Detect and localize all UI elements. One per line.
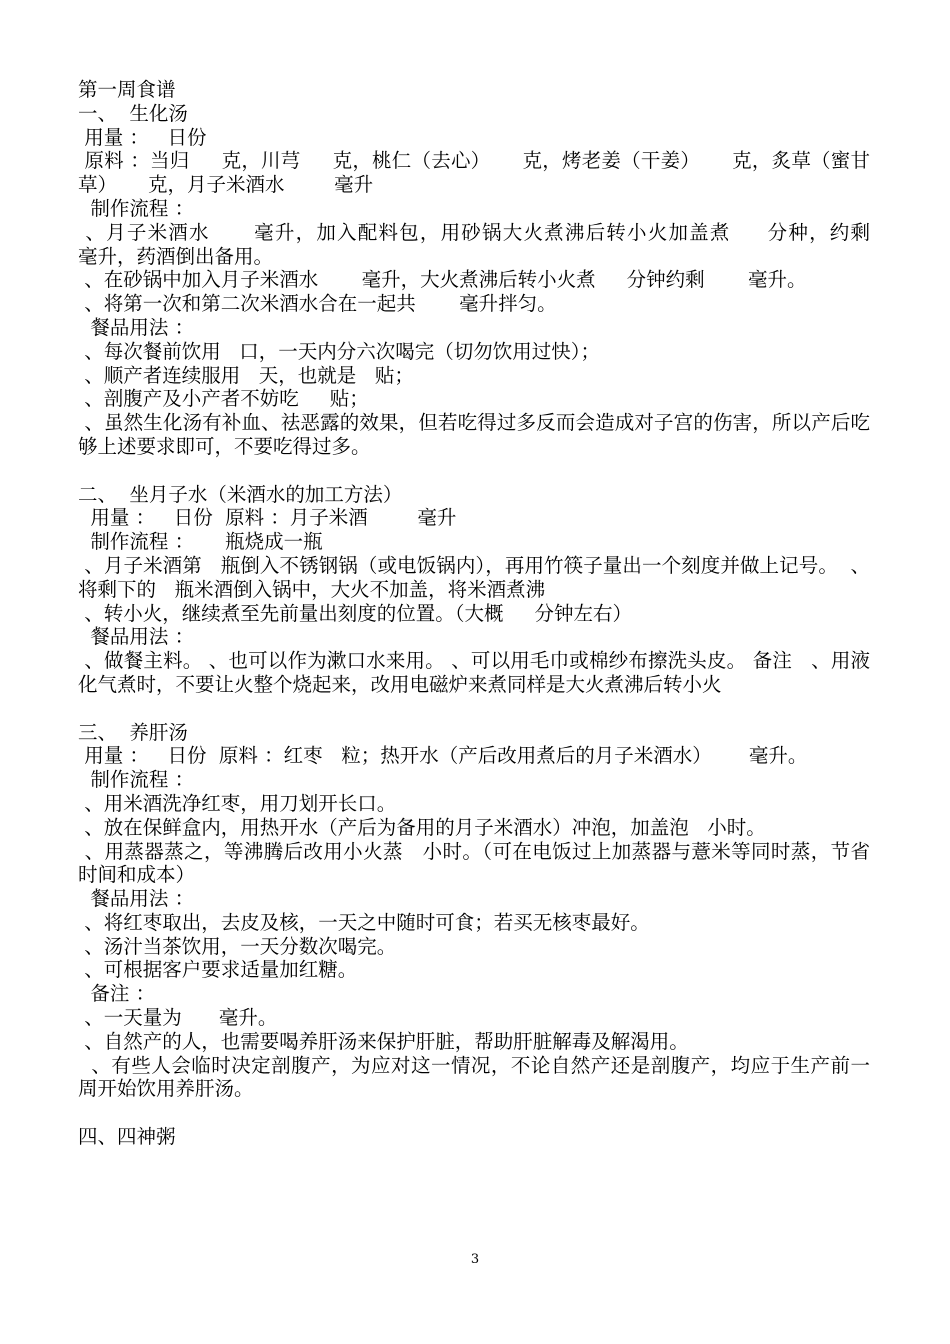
section-heading-1: 一、 生化汤 (78, 101, 188, 125)
process-label: 制作流程 ： (78, 196, 195, 220)
usage-item: 、将红枣取出，去皮及核，一天之中随时可食；若买无核枣最好。 (78, 910, 650, 934)
usage-label: 餐品用法 ： (78, 887, 195, 911)
process-step: 、月子米酒水 毫升，加入配料包，用砂锅大火煮沸后转小火加盖煮 分种，约剩 毫升，药酒倒出备用。 (78, 220, 908, 268)
usage-label: 餐品用法 ： (78, 625, 195, 649)
usage-item: 、顺产者连续服用 天，也就是 贴； (78, 363, 414, 387)
process-step: 、月子米酒第 瓶倒入不锈钢锅（或电饭锅内），再用竹筷子量出一个刻度并做上记号。 、 将剩下的 瓶米酒倒入锅中，大火不加盖，将米酒煮沸 (78, 553, 889, 601)
page-number: 3 (470, 1252, 480, 1267)
process-step: 、转小火，继续煮至先前量出刻度的位置。（大概 分钟左右） (78, 601, 632, 625)
usage-item: 、虽然生化汤有补血、祛恶露的效果，但若吃得过多反而会造成对子宫的伤害，所以产后吃够上述要求即可，不要吃得过多。 (78, 411, 870, 458)
note-item: 、一天量为 毫升。 (78, 1006, 278, 1030)
section-heading-2: 二、 坐月子水（米酒水的加工方法） (78, 482, 403, 506)
note-item: 、有些人会临时决定剖腹产，为应对这一情况，不论自然产还是剖腹产，均应于生产前一周开始饮用养肝汤。 (78, 1053, 870, 1101)
process-step: 、在砂锅中加入月子米酒水 毫升，大火煮沸后转小火煮 分钟约剩 毫升。 (78, 268, 807, 292)
dosage-line: 用量 ： 日份 (78, 125, 207, 149)
notes-label: 备注 ： (78, 982, 156, 1006)
process-step: 、放在保鲜盒内，用热开水（产后为备用的月子米酒水）冲泡，加盖泡 小时。 (78, 815, 766, 839)
section-spacer (78, 459, 870, 483)
process-step: 、将第一次和第二次米酒水合在一起共 毫升拌匀。 (78, 292, 557, 316)
process-step: 、用蒸器蒸之，等沸腾后改用小火蒸 小时。（可在电饭过上加蒸器与薏米等同时蒸，节省时间和成本） (78, 839, 870, 887)
note-item: 、自然产的人，也需要喝养肝汤来保护肝脏，帮助肝脏解毒及解渴用。 (78, 1029, 689, 1053)
section-heading-3: 三、 养肝汤 (78, 720, 188, 744)
usage-item: 、每次餐前饮用 口，一天内分六次喝完（切勿饮用过快）； (78, 339, 601, 363)
dosage-line: 用量 ： 日份 原料 ：月子米酒 毫升 (78, 506, 457, 530)
usage-item: 、剖腹产及小产者不妨吃 贴； (78, 387, 369, 411)
process-step: 、用米酒洗净红枣，用刀划开长口。 (78, 791, 397, 815)
page-title: 第一周食谱 (78, 78, 176, 101)
usage-item: 、汤汁当茶饮用，一天分数次喝完。 (78, 934, 397, 958)
usage-item: 、可根据客户要求适量加红糖。 (78, 958, 358, 982)
ingredients-line: 原料 ：当归 克，川芎 克，桃仁（去心） 克，烤老姜（干姜） 克，炙草（蜜甘草） 克，月子米酒水 毫升 (78, 149, 871, 197)
section-spacer (78, 1101, 870, 1125)
dosage-line: 用量 ： 日份 原料 ：红枣 粒；热开水（产后改用煮后的月子米酒水） 毫升。 (78, 744, 808, 768)
usage-item: 、做餐主料。 、也可以作为漱口水来用。 、可以用毛巾或棉纱布擦洗头皮。 备注 、用液化气煮时，不要让火整个烧起来，改用电磁炉来煮同样是大火煮沸后转小火 (78, 649, 870, 696)
section-heading-4: 四、四神粥 (78, 1125, 176, 1149)
section-spacer (78, 697, 870, 721)
process-label: 制作流程 ： (78, 768, 195, 792)
document-body (78, 78, 908, 1149)
process-label: 制作流程 ： 瓶烧成一瓶 (78, 530, 323, 554)
usage-label: 餐品用法 ： (78, 315, 195, 339)
